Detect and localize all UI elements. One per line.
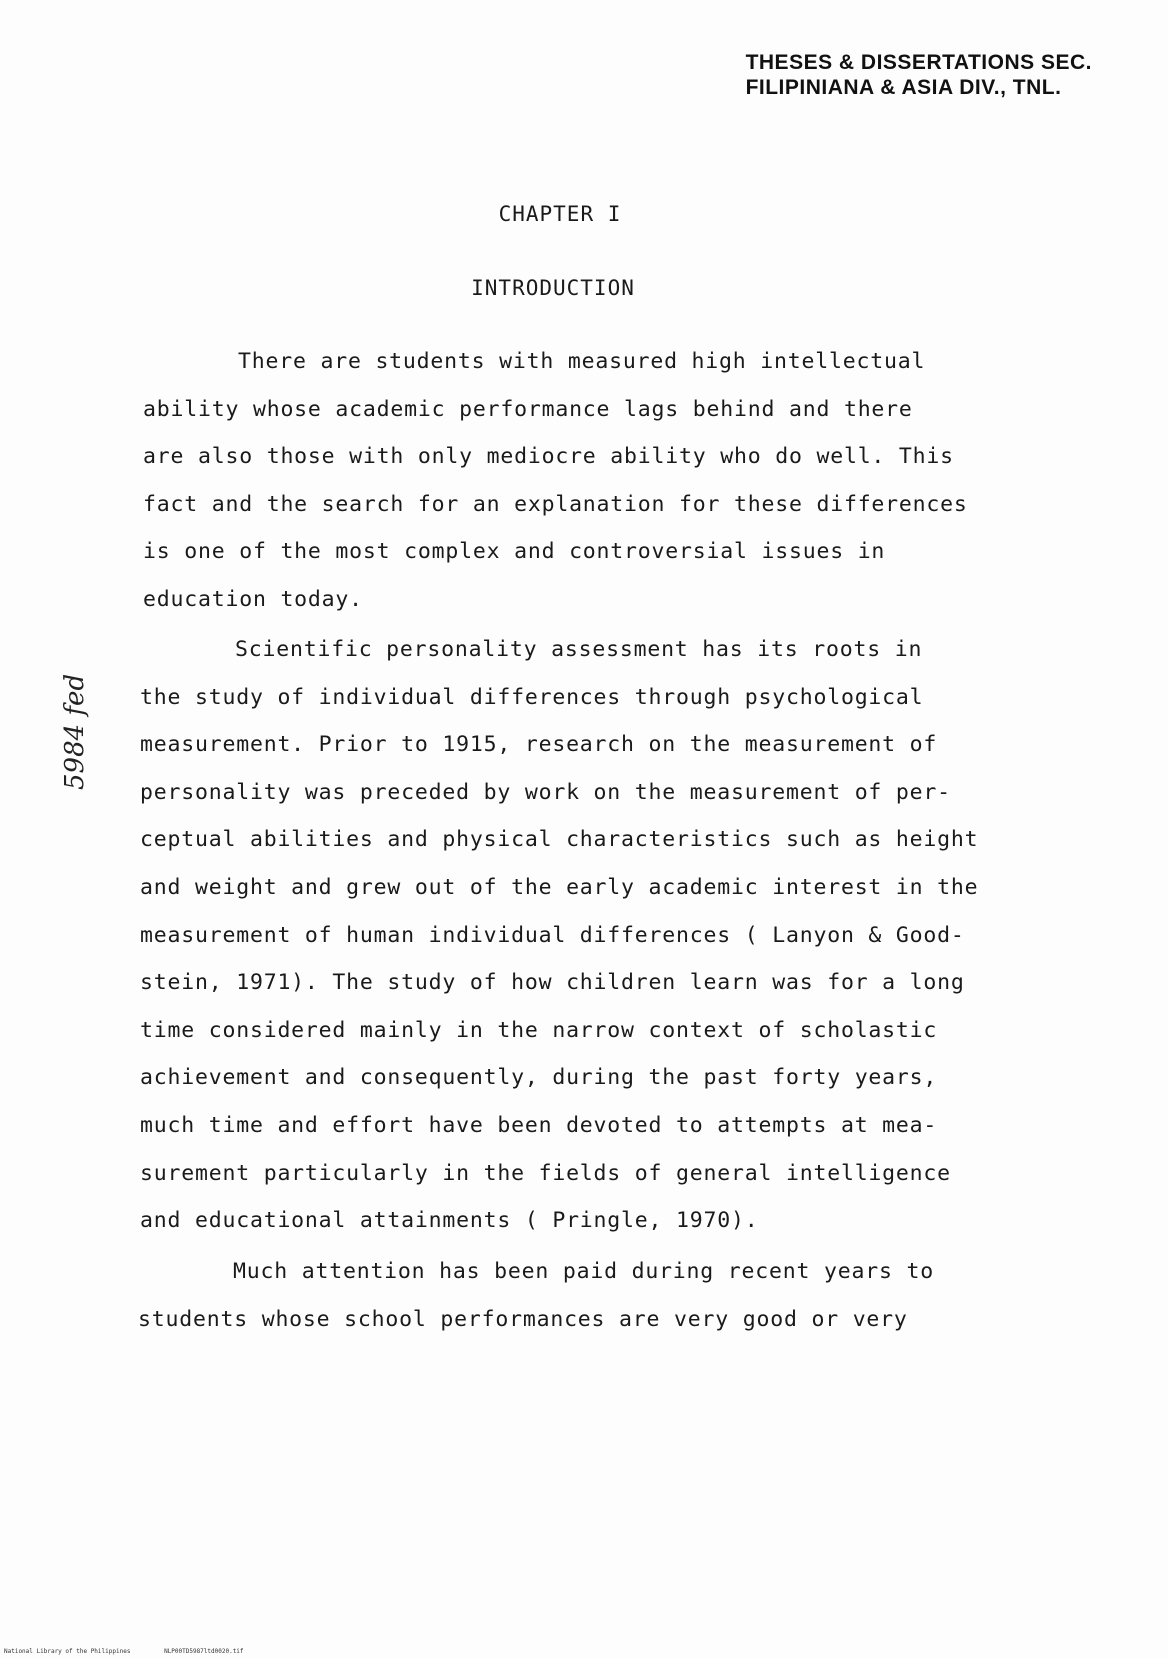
paragraph-line: Much attention has been paid during recent years to bbox=[233, 1259, 934, 1284]
paragraph-line: measurement. Prior to 1915, research on the measurement of bbox=[140, 732, 938, 758]
scan-footer bbox=[4, 1648, 274, 1655]
paragraph-line: ability whose academic performance lags behind and there bbox=[143, 396, 913, 422]
paragraph-line: There are students with measured high intellectual bbox=[238, 349, 926, 374]
paragraph-line: ceptual abilities and physical characteristics such as height bbox=[140, 827, 979, 853]
paragraph-line: fact and the search for an explanation for these differences bbox=[143, 491, 968, 517]
paragraph-line: personality was preceded by work on the measurement of per- bbox=[140, 779, 951, 805]
paragraph-line: Scientific personality assessment has its roots in bbox=[235, 637, 923, 662]
paragraph-line: the study of individual differences through psychological bbox=[140, 684, 924, 710]
paragraph-3 bbox=[138, 1248, 934, 1343]
library-stamp bbox=[746, 50, 1092, 100]
paragraph-line: and educational attainments ( Pringle, 1970). bbox=[140, 1208, 759, 1234]
paragraph-line: surement particularly in the fields of general intelligence bbox=[140, 1160, 951, 1186]
handwritten-margin-note: 5984 fed bbox=[60, 673, 90, 790]
footer-library: National Library of the Philippines bbox=[4, 1648, 131, 1655]
stamp-line-2: FILIPINIANA & ASIA DIV., TNL. bbox=[745, 76, 1062, 99]
paragraph-line: achievement and consequently, during the past forty years, bbox=[140, 1065, 938, 1091]
paragraph-line: measurement of human individual differences ( Lanyon & Good- bbox=[140, 922, 965, 948]
paragraph-2 bbox=[140, 626, 978, 1245]
paragraph-line: are also those with only mediocre ability who do well. This bbox=[143, 444, 954, 470]
paragraph-line: education today. bbox=[143, 586, 363, 612]
paragraph-line: is one of the most complex and controversial issues in bbox=[143, 539, 886, 565]
paragraph-line: stein, 1971). The study of how children learn was for a long bbox=[140, 970, 965, 996]
paragraph-line: students whose school performances are very good or very bbox=[138, 1306, 908, 1332]
stamp-line-1: THESES & DISSERTATIONS SEC. bbox=[745, 51, 1092, 74]
chapter-title: INTRODUCTION bbox=[471, 276, 635, 300]
paragraph-1 bbox=[143, 338, 968, 624]
paragraph-line: and weight and grew out of the early academic interest in the bbox=[140, 874, 979, 900]
footer-file: NLP00TD5987ltd0020.tif bbox=[164, 1648, 244, 1655]
paragraph-line: time considered mainly in the narrow context of scholastic bbox=[140, 1017, 938, 1043]
paragraph-line: much time and effort have been devoted to attempts at mea- bbox=[140, 1112, 938, 1138]
chapter-heading: CHAPTER I bbox=[498, 202, 622, 226]
